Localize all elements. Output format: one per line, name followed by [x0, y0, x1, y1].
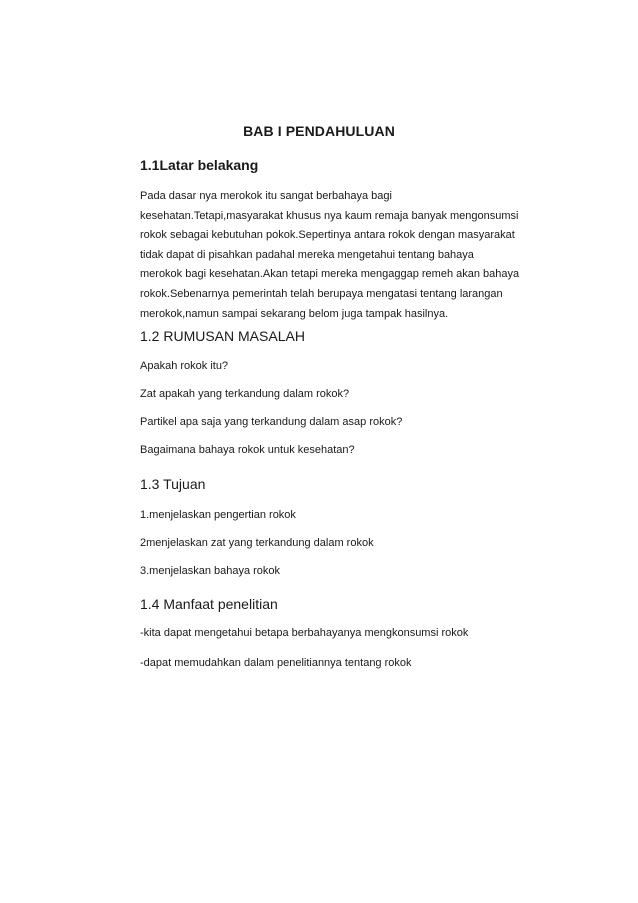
list-item: Zat apakah yang terkandung dalam rokok? [140, 388, 350, 400]
latar-belakang-paragraph [140, 187, 550, 324]
list-item: Bagaimana bahaya rokok untuk kesehatan? [140, 444, 355, 456]
section-heading-rumusan-masalah: 1.2 RUMUSAN MASALAH [140, 328, 305, 344]
paragraph-line: rokok.Sebenarnya pemerintah telah berupaya mengatasi tentang larangan [140, 287, 503, 300]
paragraph-line: merokok bagi kesehatan.Akan tetapi mereka mengaggap remeh akan bahaya [140, 268, 520, 281]
list-item: 2menjelaskan zat yang terkandung dalam rokok [140, 537, 374, 549]
section-heading-latar-belakang: 1.1Latar belakang [140, 157, 259, 173]
paragraph-line: rokok sebagai kebutuhan pokok.Sepertinya antara rokok dengan masyarakat [140, 229, 515, 242]
list-item: -dapat memudahkan dalam penelitiannya tentang rokok [140, 657, 412, 669]
paragraph-line: tidak dapat di pisahkan padahal mereka mengetahui tentang bahaya [140, 248, 474, 261]
list-item: Apakah rokok itu? [140, 360, 229, 372]
list-item: -kita dapat mengetahui betapa berbahayanya mengkonsumsi rokok [140, 627, 469, 639]
list-item: 1.menjelaskan pengertian rokok [140, 509, 296, 521]
paragraph-line: merokok,namun sampai sekarang belom juga tampak hasilnya. [140, 307, 449, 320]
page-title: BAB I PENDAHULUAN [243, 123, 395, 139]
paragraph-line: kesehatan.Tetapi,masyarakat khusus nya kaum remaja banyak mengonsumsi [140, 209, 519, 222]
section-heading-manfaat-penelitian: 1.4 Manfaat penelitian [140, 596, 278, 612]
paragraph-line: Pada dasar nya merokok itu sangat berbahaya bagi [140, 190, 392, 202]
list-item: 3.menjelaskan bahaya rokok [140, 565, 281, 577]
list-item: Partikel apa saja yang terkandung dalam asap rokok? [140, 416, 403, 428]
section-heading-tujuan: 1.3 Tujuan [140, 476, 206, 492]
